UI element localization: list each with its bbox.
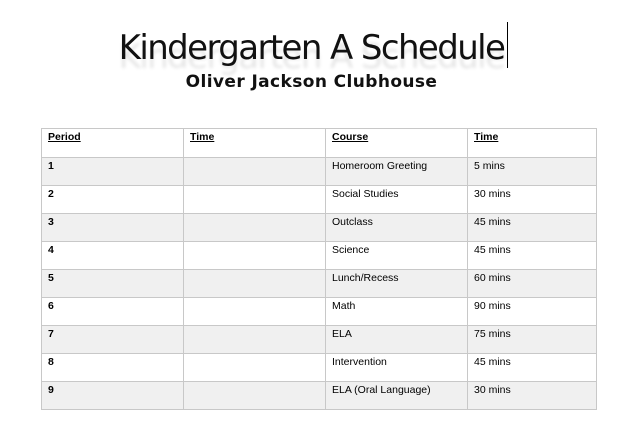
cell-duration[interactable]: 75 mins [468,326,597,354]
document-title-container [0,26,623,70]
cell-time[interactable] [184,298,326,326]
document-title-text: Kindergarten A Schedule [118,28,505,68]
cell-course[interactable]: Social Studies [326,186,468,214]
header-duration[interactable]: Time [468,129,597,158]
cell-course[interactable]: ELA [326,326,468,354]
cell-duration[interactable]: 45 mins [468,242,597,270]
cell-period[interactable]: 5 [42,270,184,298]
cell-time[interactable] [184,186,326,214]
cell-period[interactable]: 4 [42,242,184,270]
table-row [42,270,597,298]
cell-duration[interactable]: 60 mins [468,270,597,298]
cell-duration[interactable]: 5 mins [468,158,597,186]
table-row [42,158,597,186]
table-row [42,382,597,410]
cell-period[interactable]: 7 [42,326,184,354]
cell-course[interactable]: Math [326,298,468,326]
cell-duration[interactable]: 45 mins [468,354,597,382]
table-row [42,326,597,354]
table-row [42,298,597,326]
cell-course[interactable]: Science [326,242,468,270]
table-row [42,242,597,270]
cell-duration[interactable]: 30 mins [468,382,597,410]
cell-course[interactable]: Outclass [326,214,468,242]
cell-period[interactable]: 1 [42,158,184,186]
document-title[interactable] [119,26,505,70]
header-period[interactable]: Period [42,129,184,158]
cell-course[interactable]: ELA (Oral Language) [326,382,468,410]
document-subtitle[interactable]: Oliver Jackson Clubhouse [185,72,438,92]
table-header-row [42,129,597,158]
cell-time[interactable] [184,242,326,270]
cell-course[interactable]: Lunch/Recess [326,270,468,298]
cell-period[interactable]: 6 [42,298,184,326]
cell-course[interactable]: Intervention [326,354,468,382]
cell-time[interactable] [184,382,326,410]
cell-duration[interactable]: 45 mins [468,214,597,242]
text-cursor [507,22,508,68]
table-row [42,214,597,242]
header-time[interactable]: Time [184,129,326,158]
cell-period[interactable]: 2 [42,186,184,214]
cell-time[interactable] [184,354,326,382]
cell-course[interactable]: Homeroom Greeting [326,158,468,186]
cell-period[interactable]: 8 [42,354,184,382]
cell-period[interactable]: 9 [42,382,184,410]
schedule-table [41,128,597,410]
cell-time[interactable] [184,270,326,298]
cell-period[interactable]: 3 [42,214,184,242]
table-row [42,186,597,214]
cell-time[interactable] [184,214,326,242]
header-course[interactable]: Course [326,129,468,158]
cell-duration[interactable]: 30 mins [468,186,597,214]
cell-duration[interactable]: 90 mins [468,298,597,326]
cell-time[interactable] [184,326,326,354]
cell-time[interactable] [184,158,326,186]
table-row [42,354,597,382]
